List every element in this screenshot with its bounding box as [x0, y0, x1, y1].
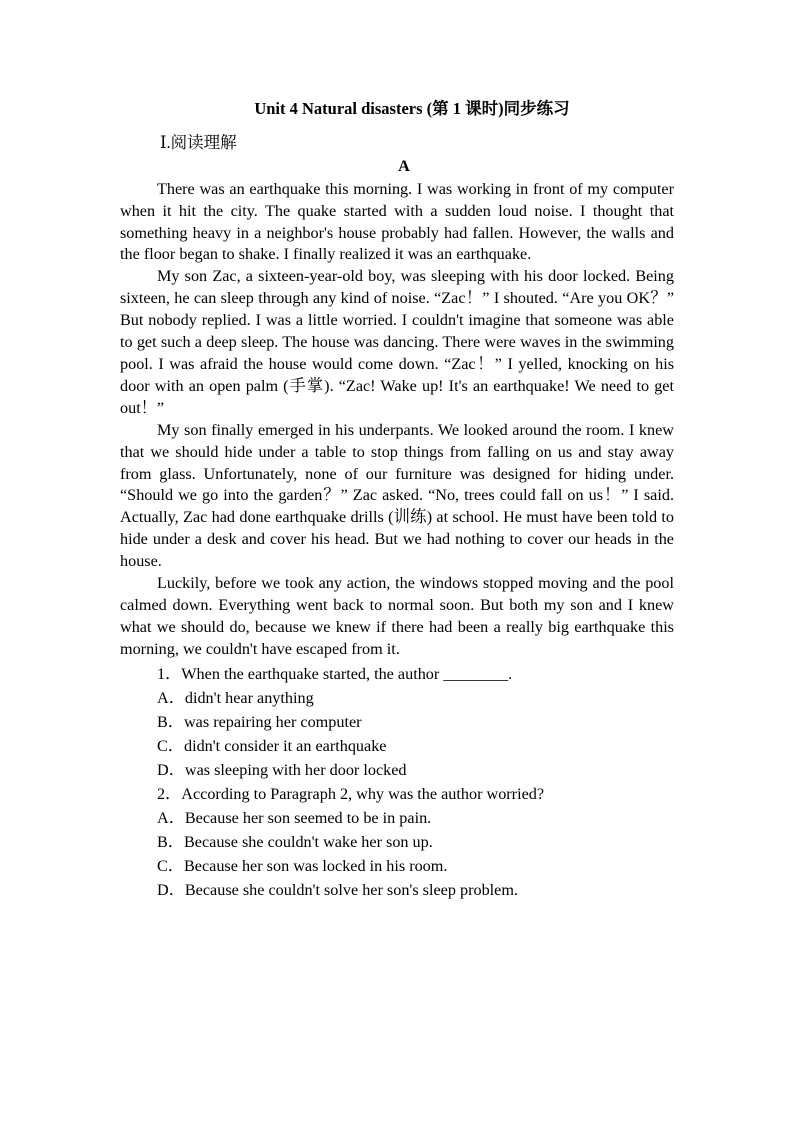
question-stem: 1．When the earthquake started, the author ________.	[157, 664, 513, 683]
question-1	[120, 662, 674, 782]
option-a: A．didn't hear anything	[157, 688, 314, 707]
option-b: B．was repairing her computer	[157, 712, 362, 731]
document-title: Unit 4 Natural disasters (第 1 课时)同步练习	[254, 99, 570, 118]
option-d: D．was sleeping with her door locked	[157, 760, 407, 779]
option-c: C．didn't consider it an earthquake	[157, 736, 387, 755]
passage-paragraph-1: There was an earthquake this morning. I was working in front of my computer when it hit the city. The quake started with a sudden loud noise. I thought that something heavy in a neighbor's house probably had fallen. However, the walls and the floor began to shake. I finally realized it was an earthquake.	[120, 179, 674, 264]
document-page	[120, 98, 674, 902]
option-b: B．Because she couldn't wake her son up.	[157, 832, 433, 851]
option-c: C．Because her son was locked in his room.	[157, 856, 448, 875]
passage-label: A	[398, 156, 410, 175]
passage-paragraph-4: Luckily, before we took any action, the windows stopped moving and the pool calmed down. Everything went back to normal soon. But both my son and I knew what we should do, because we knew if there had been a really big earthquake this morning, we couldn't have escaped from it.	[120, 574, 674, 658]
questions-list	[120, 662, 674, 902]
question-stem: 2．According to Paragraph 2, why was the author worried?	[157, 784, 545, 803]
option-d: D．Because she couldn't solve her son's sleep problem.	[157, 880, 518, 899]
passage-paragraph-3: My son finally emerged in his underpants. We looked around the room. I knew that we should hide under a table to stop things from falling on us and stay away from glass. Unfortunately, none of our furniture was designed for hiding under. “Should we go into the garden？” Zac asked. “No, trees could fall on us！” I said. Actually, Zac had done earthquake drills (训练) at school. He must have been told to hide under a desk and cover his head. But we had nothing to cover our heads in the house.	[120, 420, 674, 571]
section-heading: Ⅰ.阅读理解	[160, 132, 237, 152]
question-2	[120, 782, 674, 902]
passage-body	[120, 179, 674, 661]
option-a: A．Because her son seemed to be in pain.	[157, 808, 432, 827]
passage-paragraph-2: My son Zac, a sixteen-year-old boy, was sleeping with his door locked. Being sixteen, he can sleep through any kind of noise. “Zac！” I shouted. “Are you OK？” But nobody replied. I was a little worried. I couldn't imagine that someone was able to get such a deep sleep. The house was dancing. There were waves in the swimming pool. I was afraid the house would come down. “Zac！” I yelled, knocking on his door with an open palm (手掌). “Zac! Wake up! It's an earthquake! We need to get out！”	[120, 267, 674, 417]
